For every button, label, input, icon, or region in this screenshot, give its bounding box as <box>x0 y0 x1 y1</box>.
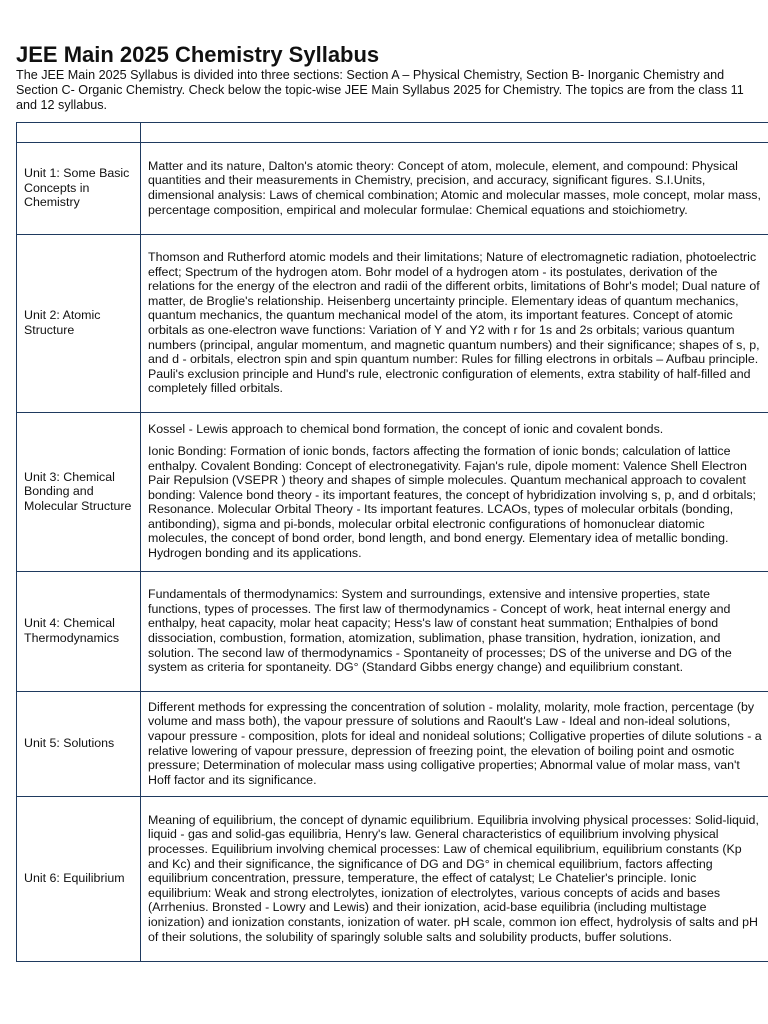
table-row <box>17 143 768 235</box>
table-row <box>17 692 768 797</box>
syllabus-table <box>16 122 768 962</box>
topics-paragraph: Meaning of equilibrium, the concept of dynamic equilibrium. Equilibria involving physical processes: Solid-liquid, liquid - gas and solid-gas equilibria, Henry's law. General characteristics of equilibrium involving physical processes. Equilibrium involving chemical processes: Law of chemical equilibrium, equilibrium constants (Kp and Kc) and their significance, the significance of DG and DG° in chemical equilibrium, factors affecting equilibrium concentration, pressure, temperature, the effect of catalyst; Le Chatelier's principle. Ionic equilibrium: Weak and strong electrolytes, ionization of electrolytes, various concepts of acids and bases (Arrhenius. Bronsted - Lowry and Lewis) and their ionization, acid-base equilibria (including multistage ionization) and ionization constants, ionization of water. pH scale, common ion effect, hydrolysis of salts and pH of their solutions, the solubility of sparingly soluble salts and solubility products, buffer solutions. <box>148 812 759 944</box>
topics-paragraph: Fundamentals of thermodynamics: System and surroundings, extensive and intensive properties, state functions, types of processes. The first law of thermodynamics - Concept of work, heat internal energy and enthalpy, heat capacity, molar heat capacity; Hess's law of constant heat summation; Enthalpies of bond dissociation, combustion, formation, atomization, sublimation, phase transition, hydration, ionization, and solution. The second law of thermodynamics - Spontaneity of processes; DS of the universe and DG of the system as criteria for spontaneity. DG° (Standard Gibbs energy change) and equilibrium constant. <box>148 587 732 675</box>
unit-cell: Unit 5: Solutions <box>17 692 141 797</box>
topics-cell <box>141 413 768 572</box>
unit-cell: Unit 6: Equilibrium <box>17 797 141 962</box>
header-cell-unit <box>17 123 141 143</box>
table-header-row <box>17 123 768 143</box>
unit-cell: Unit 4: Chemical Thermodynamics <box>17 572 141 692</box>
topics-paragraph: Ionic Bonding: Formation of ionic bonds, factors affecting the formation of ionic bonds; calculation of lattice enthalpy. Covalent Bonding: Concept of electronegativity. Fajan's rule, dipole moment: Valence Shell Electron Pair Repulsion (VSEPR ) theory and shapes of simple molecules. Quantum mechanical approach to covalent bonding: Valence bond theory - its important features, the concept of hybridization involving s, p, and d orbitals; Resonance. Molecular Orbital Theory - Its important features. LCAOs, types of molecular orbitals (bonding, antibonding), sigma and pi-bonds, molecular orbital electronic configurations of homonuclear diatomic molecules, the concept of bond order, bond length, and bond energy. Elementary idea of metallic bonding. Hydrogen bonding and its applications. <box>148 443 756 561</box>
topics-paragraph: Different methods for expressing the concentration of solution - molality, molarity, mole fraction, percentage (by volume and mass both), the vapour pressure of solutions and Raoult's Law - Ideal and non-ideal solutions, vapour pressure - composition, plots for ideal and nonideal solutions; Colligative properties of dilute solutions - a relative lowering of vapour pressure, depression of freezing point, the elevation of boiling point and osmotic pressure; Determination of molecular mass using colligative properties; Abnormal value of molar mass, van't Hoff factor and its significance. <box>148 699 762 787</box>
table-row <box>17 413 768 572</box>
page-title: JEE Main 2025 Chemistry Syllabus <box>16 42 380 67</box>
topics-cell <box>141 692 768 797</box>
topics-paragraph: Kossel - Lewis approach to chemical bond formation, the concept of ionic and covalent bonds. <box>148 422 664 437</box>
topics-cell <box>141 235 768 413</box>
topics-cell <box>141 143 768 235</box>
unit-cell: Unit 2: Atomic Structure <box>17 235 141 413</box>
header-cell-topics <box>141 123 768 143</box>
topics-cell <box>141 572 768 692</box>
table-row <box>17 235 768 413</box>
unit-cell: Unit 1: Some Basic Concepts in Chemistry <box>17 143 141 235</box>
topics-cell <box>141 797 768 962</box>
table-row <box>17 572 768 692</box>
topics-paragraph: Thomson and Rutherford atomic models and their limitations; Nature of electromagnetic radiation, photoelectric effect; Spectrum of the hydrogen atom. Bohr model of a hydrogen atom - its postulates, derivation of the relations for the energy of the electron and radii of the different orbits, limitations of Bohr's model; Dual nature of matter, de Broglie's relationship. Heisenberg uncertainty principle. Elementary ideas of quantum mechanics, quantum mechanics, the quantum mechanical model of the atom, its important features. Concept of atomic orbitals as one-electron wave functions: Variation of Y and Y2 with r for 1s and 2s orbitals; various quantum numbers (principal, angular momentum, and magnetic quantum numbers) and their significance; shapes of s, p, and d - orbitals, electron spin and spin quantum number: Rules for filling electrons in orbitals – Aufbau principle. Pauli's exclusion principle and Hund's rule, electronic configuration of elements, extra stability of half-filled and completely filled orbitals. <box>148 250 760 396</box>
table-row <box>17 797 768 962</box>
unit-cell: Unit 3: Chemical Bonding and Molecular Structure <box>17 413 141 572</box>
intro-paragraph: The JEE Main 2025 Syllabus is divided into three sections: Section A – Physical Chemistry, Section B- Inorganic Chemistry and Section C- Organic Chemistry. Check below the topic-wise JEE Main Syllabus 2025 for Chemistry. The topics are from the class 11 and 12 syllabus. <box>16 68 744 112</box>
topics-paragraph: Matter and its nature, Dalton's atomic theory: Concept of atom, molecule, element, and compound: Physical quantities and their measurements in Chemistry, precision, and accuracy, significant figures. S.I.Units, dimensional analysis: Laws of chemical combination; Atomic and molecular masses, mole concept, molar mass, percentage composition, empirical and molecular formulae: Chemical equations and stoichiometry. <box>148 158 761 217</box>
